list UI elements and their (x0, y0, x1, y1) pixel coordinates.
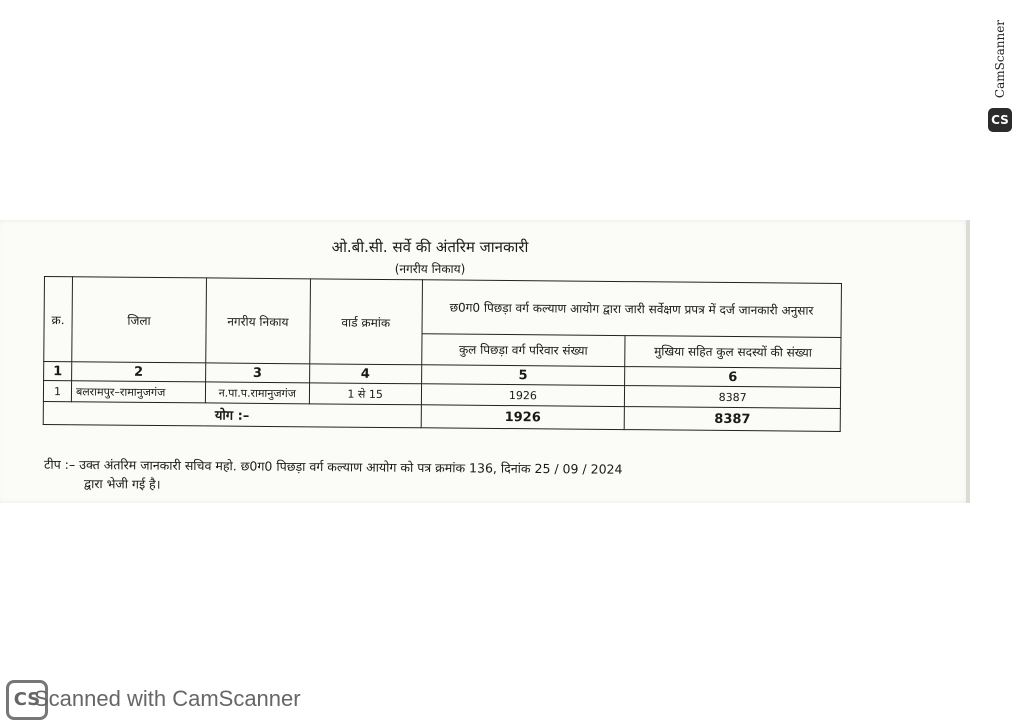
table-header-row (44, 277, 841, 338)
total-label: योग :– (43, 401, 421, 427)
header-group: छ0ग0 पिछड़ा वर्ग कल्याण आयोग द्वारा जारी सर्वेक्षण प्रपत्र में दर्ज जानकारी अनुसार (422, 280, 842, 337)
header-serial: क्र. (44, 277, 73, 362)
header-urban-body: नगरीय निकाय (206, 278, 311, 364)
obc-survey-table-wrapper (43, 276, 842, 453)
header-district: जिला (72, 277, 207, 363)
column-number: 6 (625, 367, 841, 388)
cell-ward: 1 से 15 (309, 383, 421, 405)
document-title: ओ.बी.सी. सर्वे की अंतरिम जानकारी (331, 238, 529, 256)
column-number: 2 (72, 362, 206, 382)
camscanner-logo-icon: CS (988, 108, 1012, 132)
footnote (44, 455, 804, 500)
header-members: मुखिया सहित कुल सदस्यों की संख्या (625, 335, 841, 368)
footnote-line-2: द्वारा भेजी गई है। (83, 476, 161, 492)
footnote-line-1: टीप :– उक्त अंतरिम जानकारी सचिव महो. छ0ग0 पिछड़ा वर्ग कल्याण आयोग को पत्र क्रमांक 136, दिनांक 25 / 09 / 2024 (44, 456, 623, 477)
column-number: 4 (309, 364, 421, 384)
column-number: 3 (205, 363, 309, 383)
total-members: 8387 (624, 407, 840, 432)
total-families: 1926 (421, 405, 625, 430)
column-number: 1 (44, 362, 72, 381)
column-number: 5 (421, 365, 625, 386)
obc-survey-table (43, 276, 842, 432)
camscanner-footer-logo-icon: CS (6, 680, 48, 720)
camscanner-side-watermark (988, 19, 1014, 134)
cell-members: 8387 (625, 386, 841, 409)
header-families: कुल पिछड़ा वर्ग परिवार संख्या (421, 334, 625, 367)
camscanner-side-text: CamScanner (993, 19, 1007, 99)
camscanner-footer-text: Scanned with CamScanner (34, 686, 301, 711)
cell-urban-body: न.पा.प.रामानुजगंज (205, 382, 309, 404)
paper-edge (966, 220, 970, 503)
header-ward: वार्ड क्रमांक (310, 279, 423, 365)
document-subtitle: (नगरीय निकाय) (394, 262, 466, 276)
cell-serial: 1 (43, 381, 71, 402)
cell-families: 1926 (421, 384, 625, 407)
cell-district: बलरामपुर–रामानुजगंज (71, 381, 205, 403)
